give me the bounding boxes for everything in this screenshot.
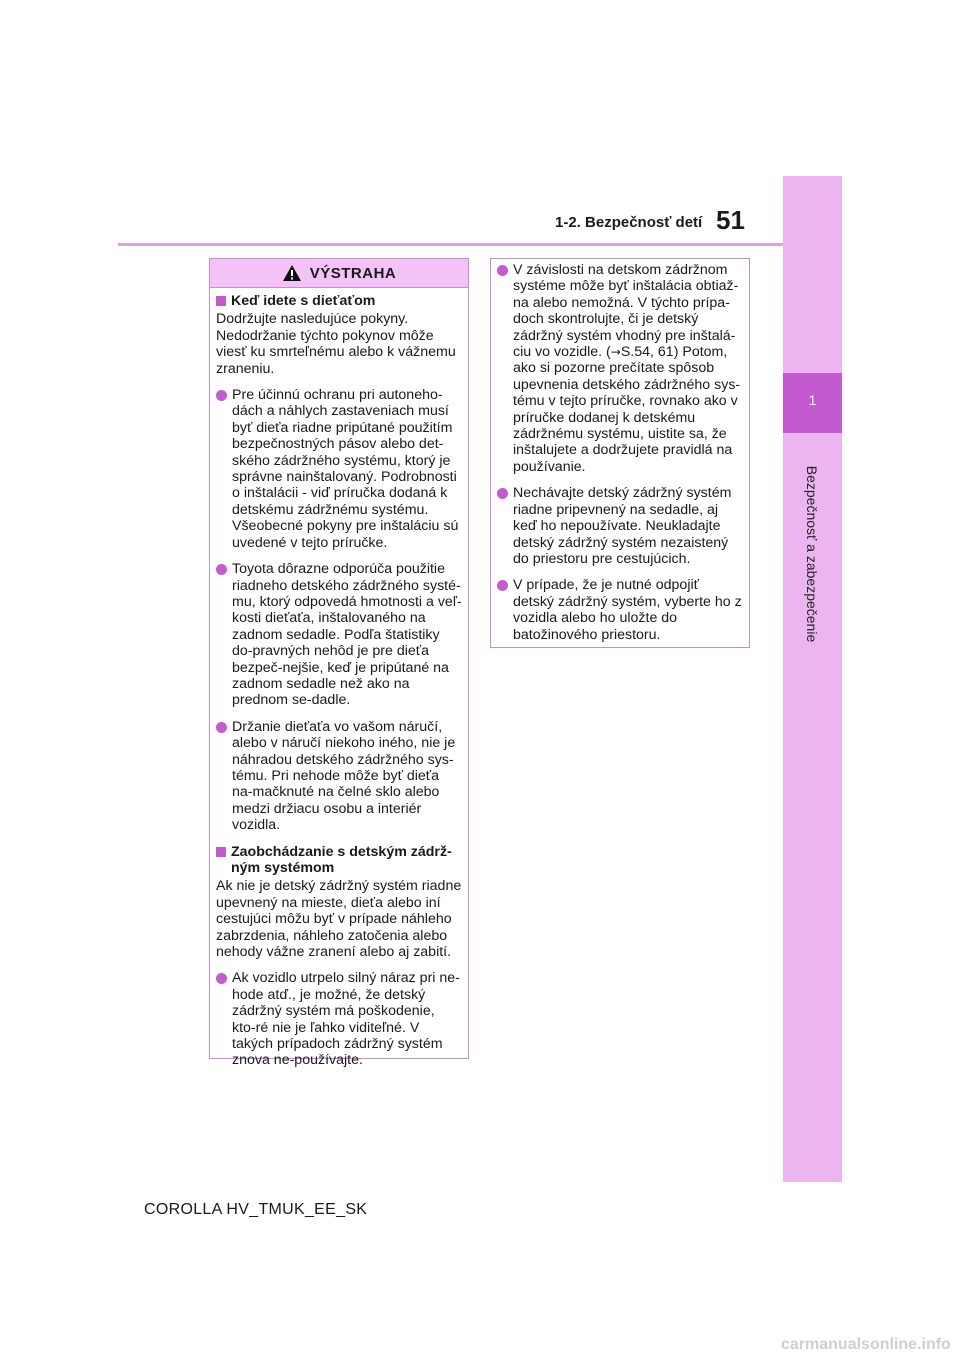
list-item-text: Pre účinnú ochranu pri autoneho-dách a náhlych zastaveniach musí byť dieťa riadne pripútané použitím bezpečnostných pásov alebo det-ského zádržného systému, ktorý je správne nainštalovaný. Podrobnosti o inštalácii - viď príručka dodaná k detskému zádržnému systému. Všeobecné pokyny pre inštaláciu sú uvedené v tejto príručke. (232, 387, 459, 551)
warning-triangle-icon (282, 264, 302, 282)
warning-heading-text: Keď idete s dieťaťom (231, 293, 376, 309)
dot-bullet-icon (216, 390, 227, 401)
list-item (216, 561, 462, 709)
section-title: 1-2. Bezpečnosť detí (555, 214, 703, 231)
dot-bullet-icon (497, 580, 508, 591)
list-item-text (513, 262, 743, 475)
warning-intro-2: Ak nie je detský zádržný systém riadne upevnený na mieste, dieťa alebo iní cestujúci môžu byť v prípade náhleho zabrzdenia, náhleho zatočenia alebo nehody vážne zranení alebo aj zabití. (216, 878, 462, 961)
list-item (216, 970, 462, 1068)
dot-bullet-icon (216, 973, 227, 984)
warning-box-continued (490, 258, 750, 648)
warning-box-header (210, 259, 468, 288)
list-item-text: V prípade, že je nutné odpojiť detský zádržný systém, vyberte ho z vozidla alebo ho uložte do batožinového priestoru. (513, 577, 742, 643)
model-code-footer: COROLLA HV_TMUK_EE_SK (144, 1201, 368, 1218)
list-item (497, 485, 743, 567)
list-item-text: Ak vozidlo utrpelo silný náraz pri ne-hode atď., je možné, že detský zádržný systém má poškodenie, kto-ré nie je ľahko viditeľné. V takých prípadoch zádržný systém znova ne-používajte. (232, 970, 460, 1069)
item-text-start: V závislosti na detskom zádržnom systéme môže byť inštalácia obtiaž-na alebo nemožná. V týchto prípa-doch skontrolujte, či je detský zádržný systém vhodný pre inštalá-ciu vo vozidle. ( (513, 262, 739, 361)
chapter-side-tab (783, 176, 842, 1182)
arrow-right-icon: → (610, 345, 621, 360)
header-rule (118, 243, 783, 246)
list-item (216, 719, 462, 834)
dot-bullet-icon (216, 564, 227, 575)
dot-bullet-icon (497, 488, 508, 499)
square-bullet-icon (216, 296, 226, 306)
warning-box (209, 258, 469, 1069)
square-bullet-icon (216, 847, 226, 857)
dot-bullet-icon (497, 265, 508, 276)
warning-subheading-1 (216, 293, 462, 309)
list-item (216, 387, 462, 551)
list-item (497, 577, 743, 643)
watermark: carmanualsonline.info (781, 1336, 951, 1353)
list-item-text: Nechávajte detský zádržný systém riadne pripevnený na sedadle, aj keď ho nepoužívate. Neukladajte detský zádržný systém nezaistený do priestoru pre cestujúcich. (513, 485, 732, 567)
warning-heading-text: Zaobchádzanie s detským zádrž-ným systémom (231, 843, 452, 876)
list-item-text: Toyota dôrazne odporúča použitie riadneho detského zádržného systé-mu, ktorý odpovedá hmotnosti a veľ-kosti dieťaťa, inštalovaného na zadnom sedadle. Podľa štatistiky do-pravných nehôd je pre dieťa bezpeč-nejšie, keď je pripútané na zadnom sedadle než ako na prednom se-dadle. (232, 561, 462, 709)
dot-bullet-icon (216, 722, 227, 733)
warning-title: VÝSTRAHA (309, 264, 397, 282)
warning-subheading-2 (216, 844, 462, 877)
continued-box-body (491, 259, 749, 643)
warning-intro-1: Dodržujte nasledujúce pokyny. Nedodržanie týchto pokynov môže viesť ku smrteľnému alebo k vážnemu zraneniu. (216, 311, 456, 377)
chapter-label: Bezpečnosť a zabezpečenie (804, 465, 820, 643)
page-number: 51 (716, 205, 745, 235)
chapter-number: 1 (808, 392, 817, 408)
page-reference-link[interactable]: S.54, 61) Potom, ako si pozorne prečítate spôsob upevnenia detského zádržného sys-tému v tejto príručke, rovnako ako v príručke dodanej k detskému zádržnému systému, uistite sa, že inštalujete a dodržujete pravidlá na používanie. (513, 344, 741, 475)
list-item (497, 262, 743, 475)
warning-box-body (210, 288, 468, 1069)
list-item-text: Držanie dieťaťa vo vašom náručí, alebo v náručí niekoho iného, nie je náhradou detského zádržného sys-tému. Pri nehode môže byť dieťa na-mačknuté na čelné sklo alebo medzi držiacu osobu a interiér vozidla. (232, 718, 456, 834)
